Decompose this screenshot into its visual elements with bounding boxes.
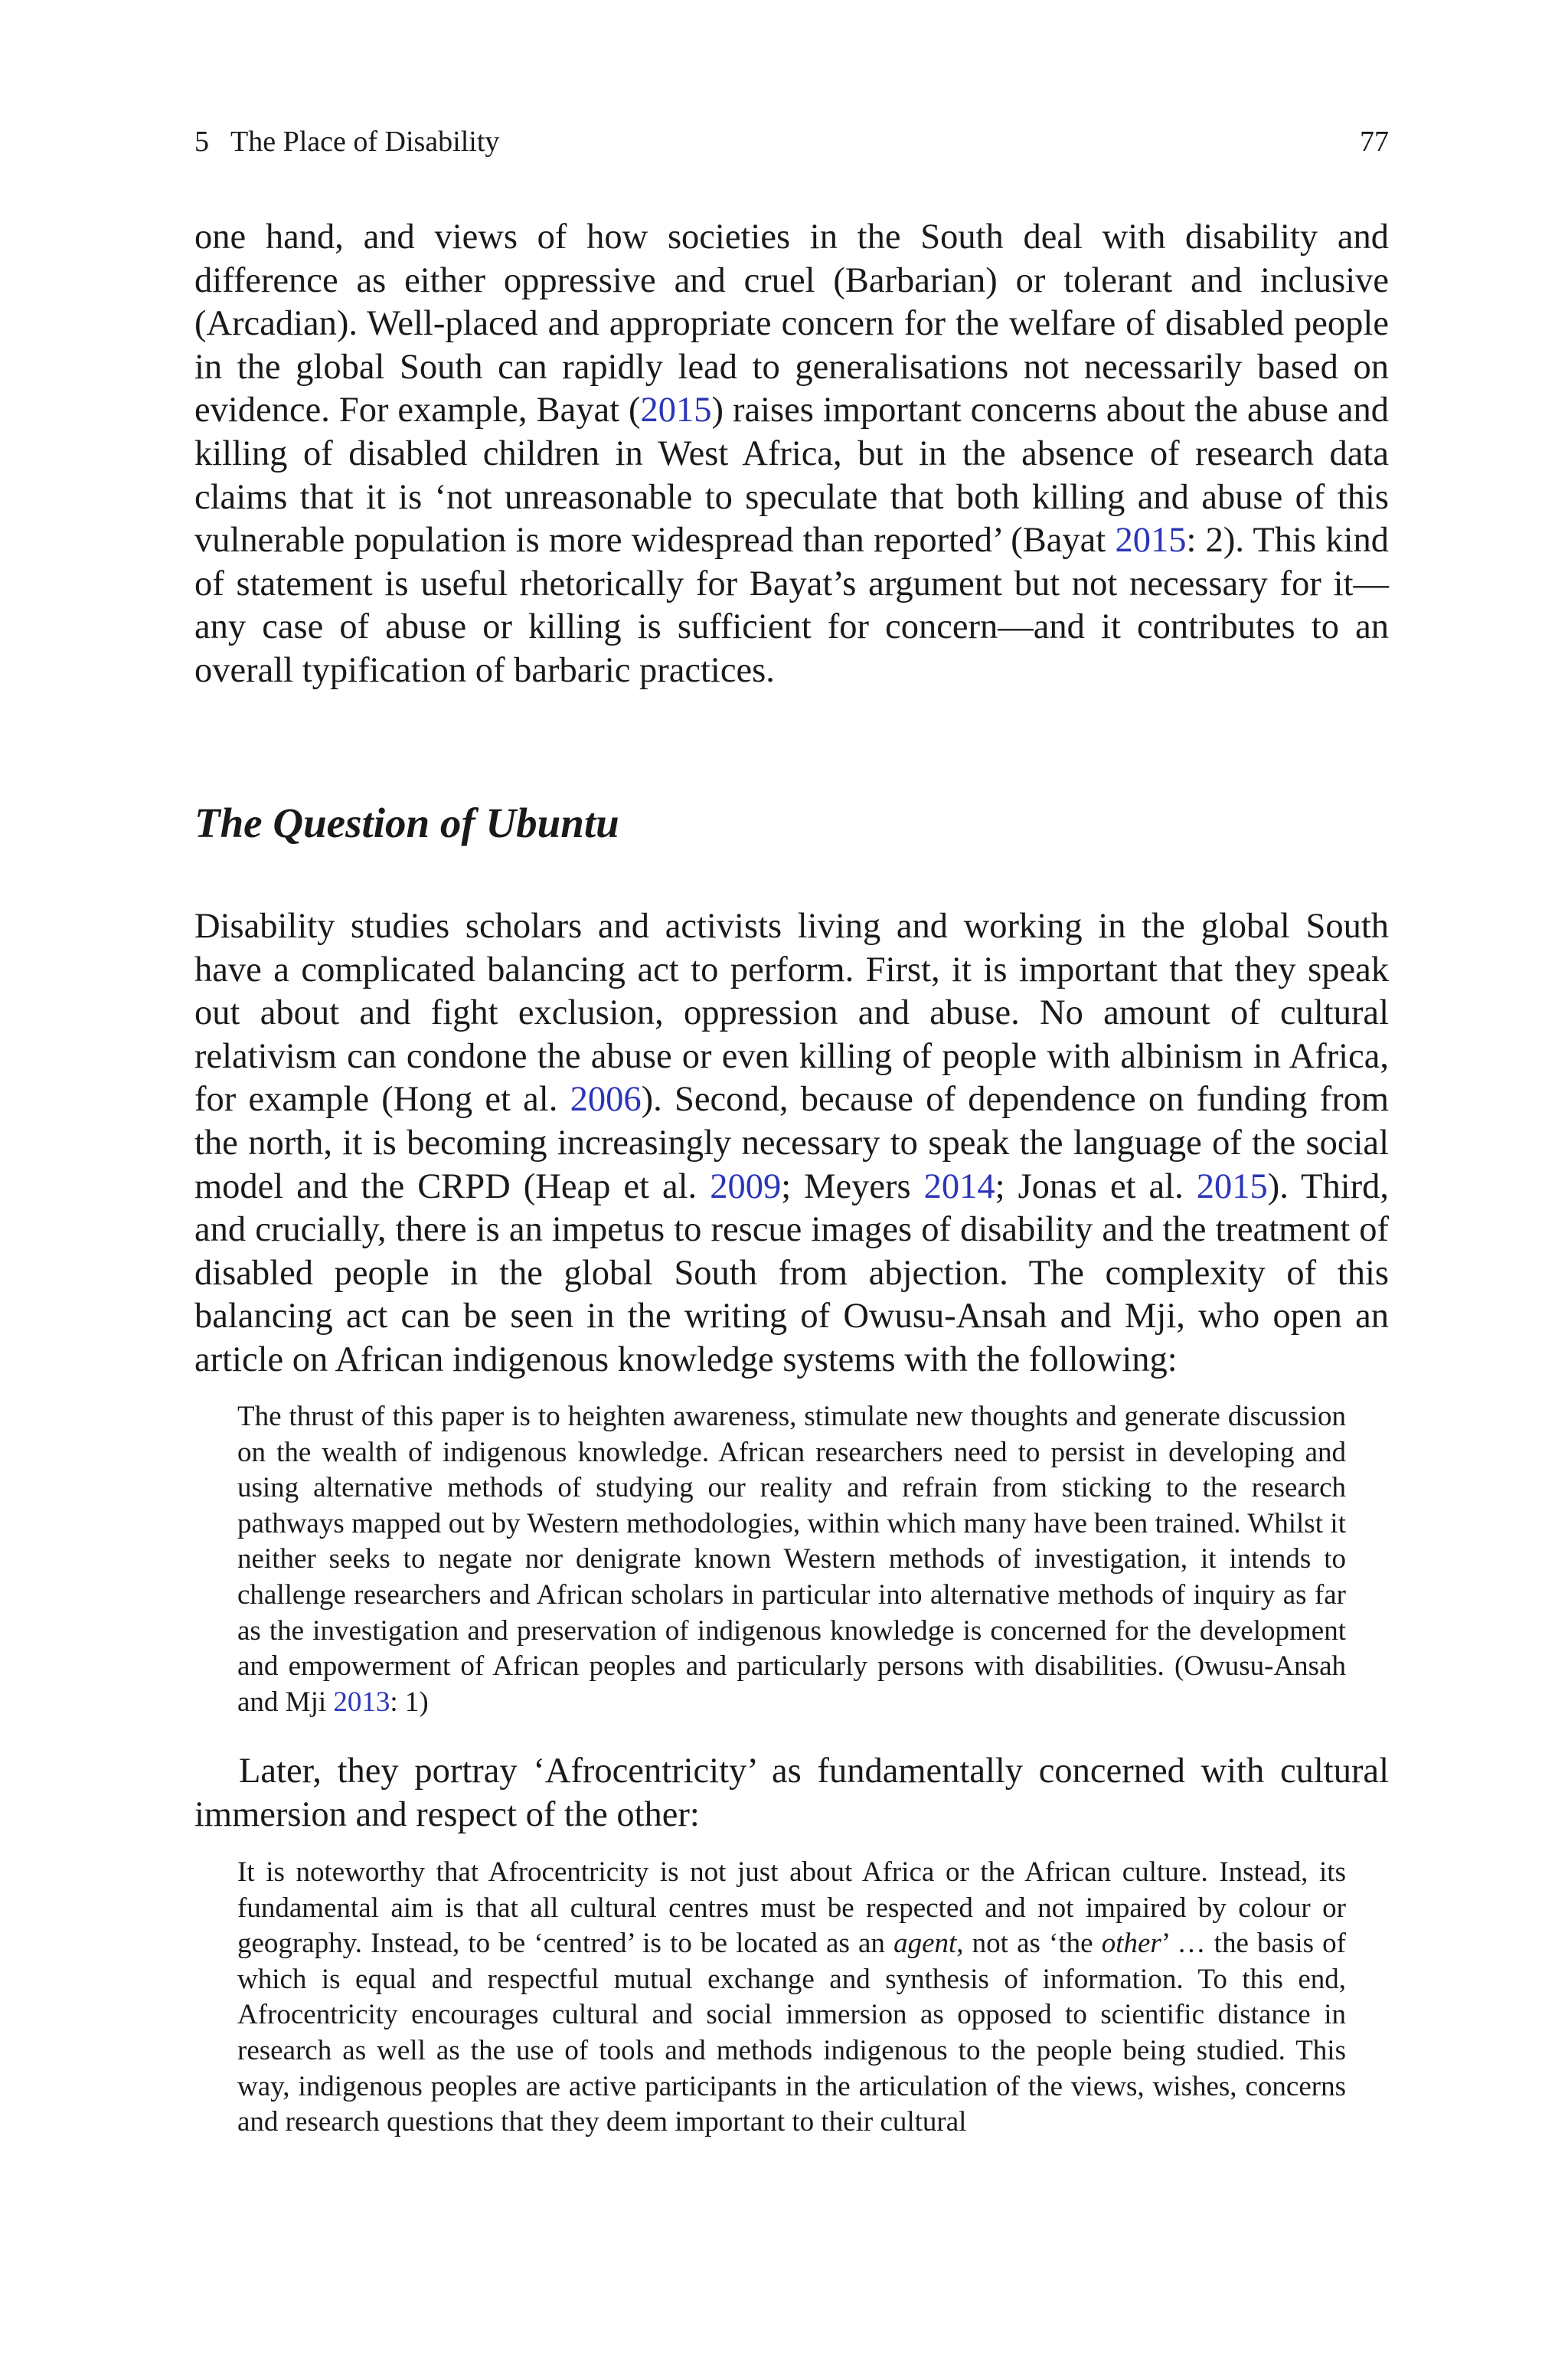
citation-link-meyers-2014[interactable]: 2014	[923, 1166, 995, 1206]
text-run: , not as ‘the	[956, 1928, 1102, 1960]
paragraph-2	[194, 905, 1389, 1382]
citation-link-hong-2006[interactable]: 2006	[570, 1080, 642, 1120]
text-run: ). Second, because of dependence on funding from the north, it is becoming increasingly necessary to speak the language of the social model and the CRPD (Heap et al.	[194, 1080, 1389, 1206]
citation-link-bayat-2015-2[interactable]: 2015	[1115, 521, 1187, 561]
paragraph-continuation	[194, 216, 1389, 693]
paragraph-3-block	[194, 1750, 1389, 1837]
text-run: ’ … the basis of which is equal and respectful mutual exchange and synthesis of information. To this end, Afrocentricity encourages cultural and social immersion as opposed to scientific distance in research as well as the use of tools and methods indigenous to the people being studied. This way, indigenous peoples are active participants in the articulation of the views, wishes, concerns and research questions that they deem important to their cultural	[237, 1928, 1346, 2138]
citation-link-owusu-ansah-2013[interactable]: 2013	[333, 1686, 390, 1718]
section-heading-block	[194, 796, 1389, 850]
text-run: It is noteworthy that Afrocentricity is not just about Africa or the African culture. Instead, its fundamental aim is that all cultural centres must be respected and not impaired by colour or geography. Instead, to be ‘centred’ is to be located as an	[237, 1856, 1346, 1960]
running-head-chapter	[194, 123, 499, 161]
block-quote-1	[194, 1399, 1389, 1720]
text-run: Disability studies scholars and activists living and working in the global South have a complicated balancing act to perform. First, it is important that they speak out about and fight exclusion, oppression and abuse. No amount of cultural relativism can condone the abuse or even killing of people with albinism in Africa, for example (Hong et al.	[194, 907, 1389, 1120]
citation-link-heap-2009[interactable]: 2009	[710, 1166, 782, 1206]
block-quote-2	[194, 1855, 1389, 2141]
text-run: : 1)	[390, 1686, 429, 1718]
text-run: The thrust of this paper is to heighten awareness, stimulate new thoughts and generate discussion on the wealth of indigenous knowledge. African researchers need to persist in developing and using alternative methods of studying our reality and refrain from sticking to the research pathways mapped out by Western methodologies, within which many have been trained. Whilst it neither seeks to negate nor denigrate known Western methods of investigation, it intends to challenge researchers and African scholars in particular into alternative methods of inquiry as far as the investigation and preservation of indigenous knowledge is concerned for the development and empowerment of African peoples and particularly persons with disabilities. (Owusu-Ansah and Mji	[237, 1401, 1346, 1718]
section-body	[194, 905, 1389, 1382]
text-run: ; Jonas et al.	[995, 1166, 1197, 1206]
citation-link-bayat-2015[interactable]: 2015	[640, 391, 712, 430]
text-run: ) raises important concerns about the abuse and killing of disabled children in West Africa, but in the absence of research data claims that it is ‘not unreasonable to speculate that both killing and abuse of this vulnerable population is more widespread than reported’ (Bayat	[194, 391, 1389, 561]
paragraph-3: Later, they portray ‘Afrocentricity’ as fundamentally concerned with cultural immersion and respect of the other:	[194, 1752, 1389, 1834]
quotation-owusu-ansah	[194, 1399, 1389, 1720]
section-heading: The Question of Ubuntu	[194, 800, 619, 846]
chapter-number: 5	[194, 126, 209, 158]
page-number: 77	[1360, 126, 1389, 158]
text-run: ). Third, and crucially, there is an impetus to rescue images of disability and the treatment of disabled people in the global South from abjection. The complexity of this balancing act can be seen in the writing of Owusu-Ansah and Mji, who open an article on African indigenous knowledge systems with the following:	[194, 1166, 1389, 1379]
text-run: one hand, and views of how societies in the South deal with disability and difference as either oppressive and cruel (Barbarian) or tolerant and inclusive (Arcadian). Well-placed and appropriate concern for the welfare of disabled people in the global South can rapidly lead to generalisations not necessarily based on evidence. For example, Bayat (	[194, 218, 1389, 430]
quotation-afrocentricity	[194, 1855, 1389, 2141]
citation-link-jonas-2015[interactable]: 2015	[1196, 1166, 1268, 1206]
text-run: ; Meyers	[781, 1166, 924, 1206]
emphasis-other: other	[1101, 1928, 1161, 1960]
paragraph-1	[194, 216, 1389, 693]
emphasis-agent: agent	[893, 1928, 957, 1960]
text-run: : 2). This kind of statement is useful rhetorically for Bayat’s argument but not necessary for it—any case of abuse or killing is sufficient for concern—and it contributes to an overall typification of barbaric practices.	[194, 521, 1389, 690]
chapter-title: The Place of Disability	[230, 126, 500, 158]
